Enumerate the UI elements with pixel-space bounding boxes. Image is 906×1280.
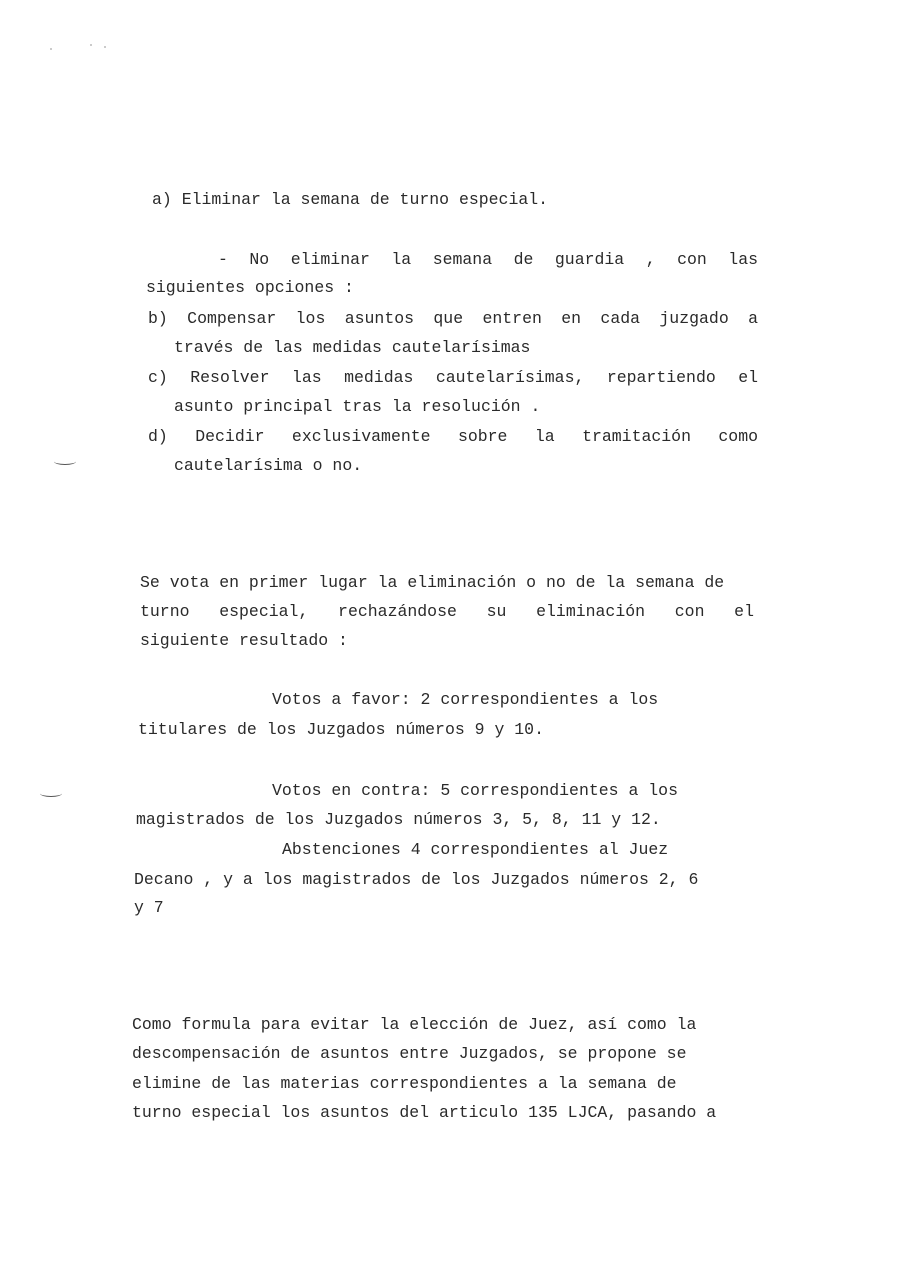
intro-line-1: - No eliminar la semana de guardia , con las bbox=[218, 250, 758, 269]
scan-speck bbox=[90, 44, 92, 46]
proposal-line-3: elimine de las materias correspondientes a la semana de bbox=[132, 1074, 677, 1093]
votes-favor-line-1: Votos a favor: 2 correspondientes a los bbox=[272, 690, 659, 709]
scan-speck bbox=[50, 48, 52, 50]
option-d-line-2: cautelarísima o no. bbox=[174, 456, 363, 475]
proposal-line-1: Como formula para evitar la elección de Juez, así como la bbox=[132, 1015, 697, 1034]
scan-mark bbox=[40, 790, 62, 797]
vote-paragraph-line-1: Se vota en primer lugar la eliminación o no de la semana de bbox=[140, 573, 725, 592]
option-a: a) Eliminar la semana de turno especial. bbox=[152, 190, 549, 209]
scan-mark bbox=[54, 458, 76, 465]
vote-paragraph-line-3: siguiente resultado : bbox=[140, 631, 348, 650]
abstentions-line-1: Abstenciones 4 correspondientes al Juez bbox=[282, 840, 669, 859]
abstentions-line-2: Decano , y a los magistrados de los Juzgados números 2, 6 bbox=[134, 870, 699, 889]
votes-against-line-2: magistrados de los Juzgados números 3, 5, 8, 11 y 12. bbox=[136, 810, 661, 829]
option-b-line-1: b) Compensar los asuntos que entren en cada juzgado a bbox=[148, 309, 758, 328]
proposal-line-4: turno especial los asuntos del articulo 135 LJCA, pasando a bbox=[132, 1103, 717, 1122]
proposal-line-2: descompensación de asuntos entre Juzgados, se propone se bbox=[132, 1044, 687, 1063]
vote-paragraph-line-2: turno especial, rechazándose su eliminación con el bbox=[140, 602, 754, 621]
votes-favor-line-2: titulares de los Juzgados números 9 y 10. bbox=[138, 720, 544, 739]
intro-line-2: siguientes opciones : bbox=[146, 278, 354, 297]
option-c-line-1: c) Resolver las medidas cautelarísimas, repartiendo el bbox=[148, 368, 758, 387]
option-c-line-2: asunto principal tras la resolución . bbox=[174, 397, 541, 416]
option-b-line-2: través de las medidas cautelarísimas bbox=[174, 338, 531, 357]
option-d-line-1: d) Decidir exclusivamente sobre la tramitación como bbox=[148, 427, 758, 446]
scan-speck bbox=[104, 46, 106, 48]
votes-against-line-1: Votos en contra: 5 correspondientes a los bbox=[272, 781, 678, 800]
abstentions-line-3: y 7 bbox=[134, 898, 164, 917]
